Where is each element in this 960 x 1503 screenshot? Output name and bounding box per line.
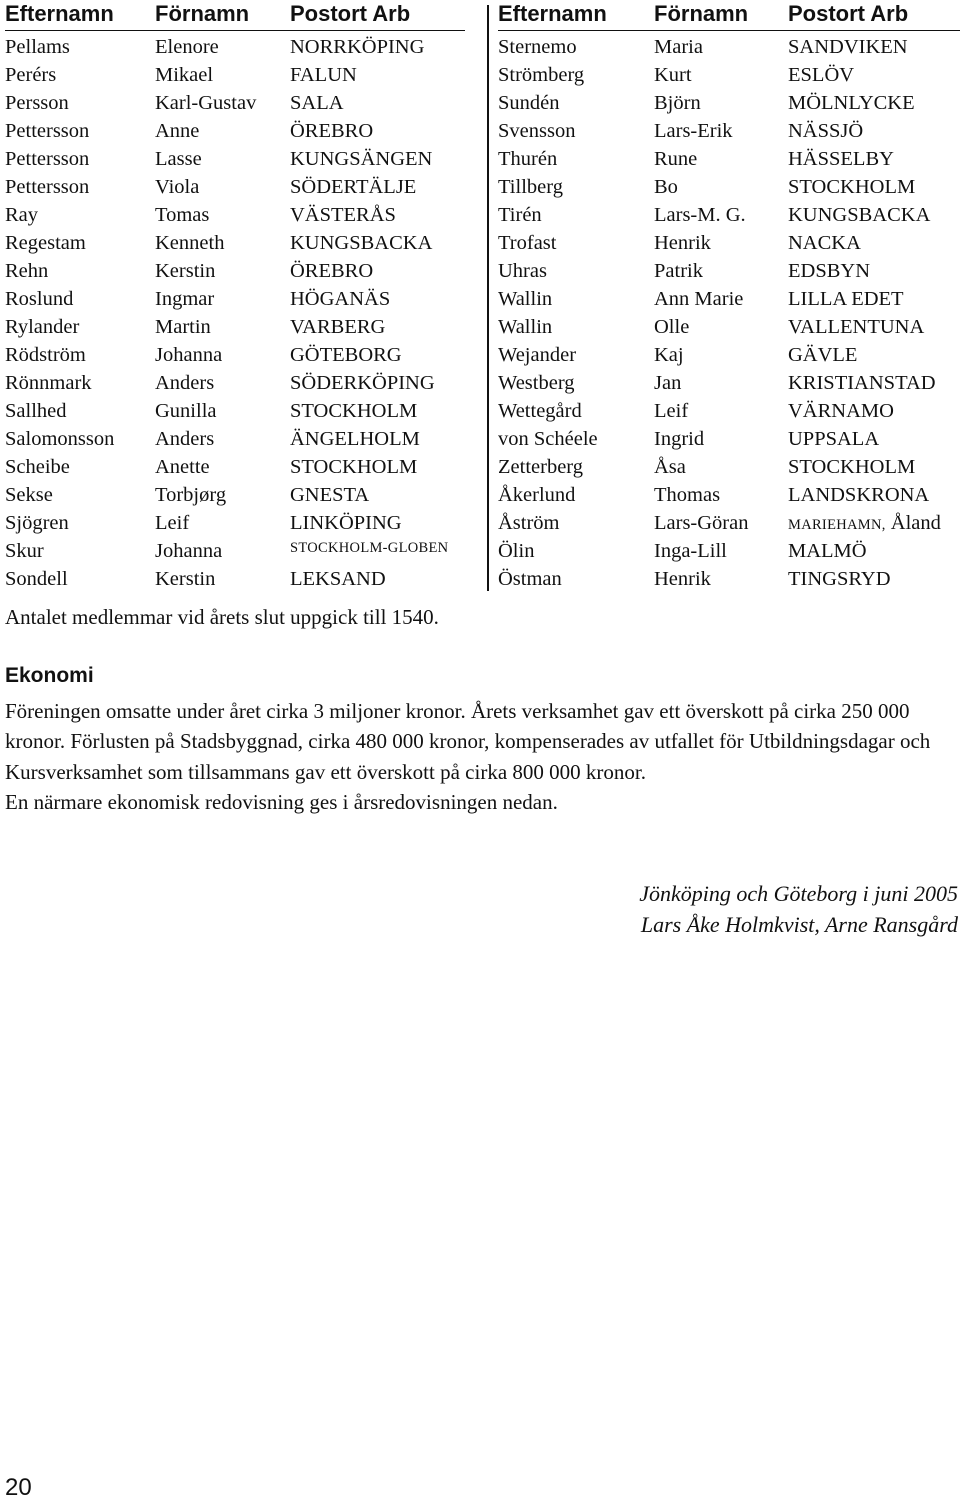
cell-fornamn: Kurt [654,64,692,86]
cell-efternamn: Uhras [498,260,547,282]
cell-efternamn: Rönnmark [5,372,92,394]
cell-efternamn: Åkerlund [498,484,576,506]
cell-efternamn: Regestam [5,232,86,254]
cell-fornamn: Jan [654,372,682,394]
signature-place-date: Jönköping och Göteborg i juni 2005 [639,881,958,906]
cell-fornamn: Henrik [654,568,711,590]
cell-efternamn: Sekse [5,484,53,506]
table-row [5,565,465,593]
table-row [498,117,960,145]
cell-efternamn: Pettersson [5,120,90,142]
cell-fornamn: Thomas [654,484,721,506]
cell-postort: SÖDERTÄLJE [290,176,417,198]
cell-postort: NORRKÖPING [290,36,425,58]
cell-fornamn: Björn [654,92,701,114]
cell-fornamn: Lars-Erik [654,120,733,142]
cell-efternamn: Wejander [498,344,577,366]
cell-postort: ESLÖV [788,64,855,86]
cell-efternamn: Skur [5,540,44,562]
cell-postort: LEKSAND [290,568,386,590]
cell-postort: STOCKHOLM [788,176,916,198]
cell-fornamn: Åsa [654,456,686,478]
table-row [498,509,960,537]
cell-postort: HÖGANÄS [290,288,391,310]
signature-names: Lars Åke Holmkvist, Arne Ransgård [640,911,958,937]
table-row [498,341,960,369]
header-fornamn: Förnamn [654,1,749,26]
cell-fornamn: Leif [654,400,689,422]
table-row [498,33,960,61]
cell-fornamn: Ingmar [155,288,215,310]
table-row [5,341,465,369]
table-row [498,313,960,341]
cell-fornamn: Martin [155,316,211,338]
cell-efternamn: Thurén [498,148,558,170]
cell-fornamn: Lars-M. G. [654,204,746,226]
cell-fornamn: Maria [654,36,703,58]
cell-postort: HÄSSELBY [788,148,894,170]
cell-fornamn: Lars-Göran [654,512,749,534]
table-body [498,33,960,593]
cell-postort: STOCKHOLM [290,456,418,478]
table-row [5,33,465,61]
cell-postort: VALLENTUNA [788,316,925,338]
table-row [5,369,465,397]
cell-fornamn: Gunilla [155,400,217,422]
cell-postort: NÄSSJÖ [788,120,864,142]
table-row [5,61,465,89]
table-row [498,397,960,425]
cell-fornamn: Rune [654,148,698,170]
cell-fornamn: Patrik [654,260,703,282]
cell-fornamn: Henrik [654,232,711,254]
cell-postort: VARBERG [290,316,386,338]
cell-fornamn: Bo [654,176,678,198]
cell-postort: GÖTEBORG [290,344,402,366]
table-row [498,89,960,117]
cell-fornamn: Mikael [155,64,214,86]
cell-efternamn: Scheibe [5,456,70,478]
cell-fornamn: Anders [155,372,215,394]
member-tables [5,0,960,596]
table-row [498,257,960,285]
cell-efternamn: Zetterberg [498,456,583,478]
table-row [5,89,465,117]
cell-postort: SALA [290,92,344,114]
table-row [5,145,465,173]
cell-efternamn: Perérs [5,64,57,86]
cell-fornamn: Olle [654,316,690,338]
cell-efternamn: Sondell [5,568,68,590]
cell-efternamn: Sundén [498,92,560,114]
cell-postort: ÄNGELHOLM [290,428,420,450]
cell-fornamn: Inga-Lill [654,540,727,562]
cell-efternamn: Salomonsson [5,428,115,450]
table-row [498,565,960,593]
table-row [5,453,465,481]
table-row [5,425,465,453]
cell-fornamn: Viola [155,176,200,198]
cell-postort: STOCKHOLM-GLOBEN [290,540,449,556]
table-row [498,285,960,313]
cell-fornamn: Ingrid [654,428,705,450]
cell-efternamn: Sternemo [498,36,577,58]
cell-fornamn: Kaj [654,344,684,366]
header-postort: Postort Arb [290,1,411,26]
table-header [5,0,465,31]
table-row [498,145,960,173]
cell-efternamn: Persson [5,92,69,114]
member-table-right [498,0,960,593]
cell-efternamn: Östman [498,568,562,590]
table-row [5,257,465,285]
cell-postort: LANDSKRONA [788,484,930,506]
cell-efternamn: Pellams [5,36,70,58]
cell-efternamn: Strömberg [498,64,585,86]
cell-efternamn: Ölin [498,540,535,562]
cell-efternamn: Rehn [5,260,49,282]
cell-fornamn: Anette [155,456,210,478]
cell-fornamn: Elenore [155,36,219,58]
member-table-left [5,0,465,593]
cell-postort: SÖDERKÖPING [290,372,435,394]
header-fornamn: Förnamn [155,1,250,26]
table-row [5,509,465,537]
cell-postort: KUNGSÄNGEN [290,148,433,170]
cell-efternamn: Wettegård [498,400,582,422]
table-row [5,313,465,341]
table-row [498,173,960,201]
cell-postort: UPPSALA [788,428,880,450]
cell-fornamn: Anders [155,428,215,450]
table-row [5,229,465,257]
cell-efternamn: Rylander [5,316,80,338]
economy-text [5,696,960,817]
cell-postort: KUNGSBACKA [290,232,433,254]
cell-fornamn: Leif [155,512,190,534]
table-row [5,201,465,229]
cell-postort: KUNGSBACKA [788,204,931,226]
cell-postort: LILLA EDET [788,288,904,310]
table-row [498,425,960,453]
cell-efternamn: Trofast [498,232,557,254]
cell-efternamn: Tillberg [498,176,563,198]
cell-fornamn: Johanna [155,344,223,366]
cell-fornamn: Ann Marie [654,288,744,310]
table-row [5,285,465,313]
cell-postort: STOCKHOLM [788,456,916,478]
header-postort: Postort Arb [788,1,909,26]
cell-efternamn: Tirén [498,204,542,226]
cell-postort: FALUN [290,64,357,86]
cell-fornamn: Kenneth [155,232,225,254]
column-divider [487,5,489,591]
cell-efternamn: Roslund [5,288,74,310]
cell-fornamn: Tomas [155,204,210,226]
cell-fornamn: Kerstin [155,260,216,282]
cell-fornamn: Lasse [155,148,202,170]
table-row [498,201,960,229]
cell-postort: VÄSTERÅS [290,204,396,226]
cell-postort: TINGSRYD [788,568,891,590]
economy-paragraph: En närmare ekonomisk redovisning ges i årsredovisningen nedan. [5,789,558,814]
table-row [498,61,960,89]
table-row [498,537,960,565]
cell-fornamn: Johanna [155,540,223,562]
section-heading-ekonomi: Ekonomi [5,664,94,687]
table-row [498,481,960,509]
cell-efternamn: Sallhed [5,400,67,422]
member-count-summary: Antalet medlemmar vid årets slut uppgick till 1540. [5,605,439,629]
table-row [498,229,960,257]
page-number: 20 [5,1474,32,1501]
cell-postort: KRISTIANSTAD [788,372,936,394]
cell-postort: STOCKHOLM [290,400,418,422]
table-header [498,0,960,31]
cell-fornamn: Karl-Gustav [155,92,257,114]
cell-postort: LINKÖPING [290,512,402,534]
cell-efternamn: von Schéele [498,428,598,450]
signature-block [639,879,958,940]
cell-postort: MARIEHAMN, Åland [788,512,941,534]
economy-paragraph: Föreningen omsatte under året cirka 3 miljoner kronor. Årets verksamhet gav ett överskott på cirka 250 000 kronor. Förlusten på Stadsbyggnad, cirka 480 000 kronor, kompenserades av utfallet för Utbildningsdagar och Kursverksamhet som tillsammans gav ett överskott på cirka 800 000 kronor. [5,699,931,784]
cell-efternamn: Ray [5,204,39,226]
cell-postort: GÄVLE [788,344,858,366]
table-row [5,397,465,425]
cell-efternamn: Sjögren [5,512,69,534]
header-efternamn: Efternamn [5,1,114,26]
cell-efternamn: Åström [498,512,560,534]
cell-postort: EDSBYN [788,260,871,282]
header-efternamn: Efternamn [498,1,607,26]
cell-efternamn: Westberg [498,372,575,394]
cell-postort: MÖLNLYCKE [788,92,915,114]
table-row [5,481,465,509]
cell-efternamn: Rödström [5,344,86,366]
cell-postort: SANDVIKEN [788,36,908,58]
table-body [5,33,465,593]
cell-efternamn: Pettersson [5,176,90,198]
table-row [5,537,465,565]
cell-fornamn: Kerstin [155,568,216,590]
table-row [5,117,465,145]
cell-postort: ÖREBRO [290,120,374,142]
cell-postort: VÄRNAMO [788,400,894,422]
cell-fornamn: Torbjørg [155,484,227,506]
cell-efternamn: Wallin [498,288,553,310]
table-row [498,453,960,481]
table-row [498,369,960,397]
cell-postort: NACKA [788,232,861,254]
cell-fornamn: Anne [155,120,200,142]
cell-postort: ÖREBRO [290,260,374,282]
cell-efternamn: Svensson [498,120,576,142]
cell-efternamn: Wallin [498,316,553,338]
cell-postort: MALMÖ [788,540,867,562]
cell-postort: GNESTA [290,484,370,506]
table-row [5,173,465,201]
cell-efternamn: Pettersson [5,148,90,170]
